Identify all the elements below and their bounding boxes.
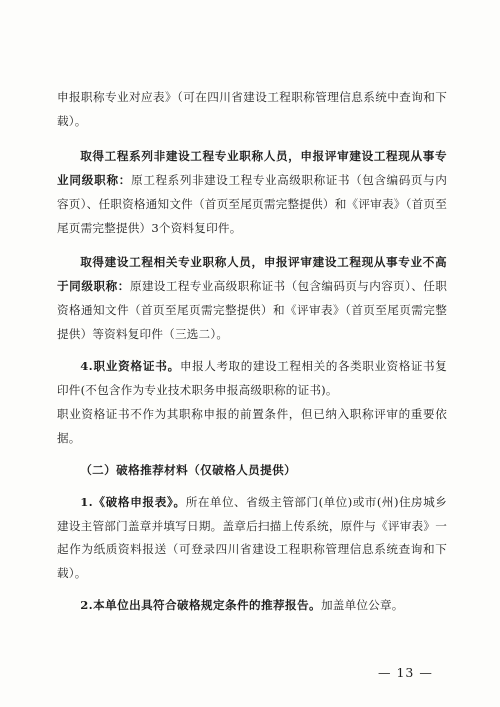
page-number: — 13 — (378, 665, 433, 680)
paragraph-non-construction-titles (57, 145, 447, 241)
paragraph-text: 加盖单位公章。 (320, 598, 404, 613)
paragraph-heading: 2.本单位出具符合破格规定条件的推荐报告。 (80, 598, 321, 613)
paragraph-text: 原工程系列非建设工程专业高级职称证书（包含编码页与内容页）、任职资格通知文件（首页至尾页需完整提供）和《评审表》（首页至尾页需完整提供）3个资料复印件。 (57, 172, 447, 235)
paragraph-text: 申报职称专业对应表》（可在四川省建设工程职称管理信息系统中查询和下载）。 (57, 90, 447, 128)
paragraph-heading: 取得建设工程相关专业职称人员，申报评审建设工程现从事专业不高于同级职称： (57, 255, 447, 294)
paragraph-text: 申报人考取的建设工程相关的各类职业资格证书复印件(不包含作为专业技术职务申报高级职称的证书)。 (57, 359, 447, 397)
paragraph-correspondence-table (57, 86, 447, 134)
document-body (57, 86, 447, 618)
paragraph-heading: 1.《破格申报表》。 (80, 494, 186, 509)
paragraph-text: 职业资格证书不作为其职称申报的前置条件，但已纳入职称评审的重要依据。 (57, 406, 447, 445)
paragraph-recommendation-report (57, 594, 447, 618)
paragraph-text: 所在单位、省级主管部门(单位)或市(州)住房城乡建设主管部门盖章并填写日期。盖章后扫描上传系统，原件与《评审表》一起作为纸质资料报送（可登录四川省建设工程职称管理信息系统查询和下载）。 (57, 494, 447, 581)
paragraph-qualification-certificate (57, 355, 447, 403)
paragraph-heading: 取得工程系列非建设工程专业职称人员，申报评审建设工程现从事专业同级职称： (57, 148, 447, 187)
paragraph-related-construction-titles (57, 251, 447, 347)
paragraph-exceptional-form (57, 491, 447, 587)
paragraph-text: 原建设工程专业高级职称证书（包含编码页与内容页）、任职资格通知文件（首页至尾页需完整提供）和《评审表》（首页至尾页需完整提供）等资料复印件（三选二）。 (57, 279, 447, 342)
section-title-exceptional (57, 459, 447, 483)
paragraph-certificate-note (57, 403, 447, 451)
section-heading: （二）破格推荐材料（仅破格人员提供） (80, 462, 297, 477)
paragraph-heading: 4.职业资格证书。 (80, 359, 180, 374)
